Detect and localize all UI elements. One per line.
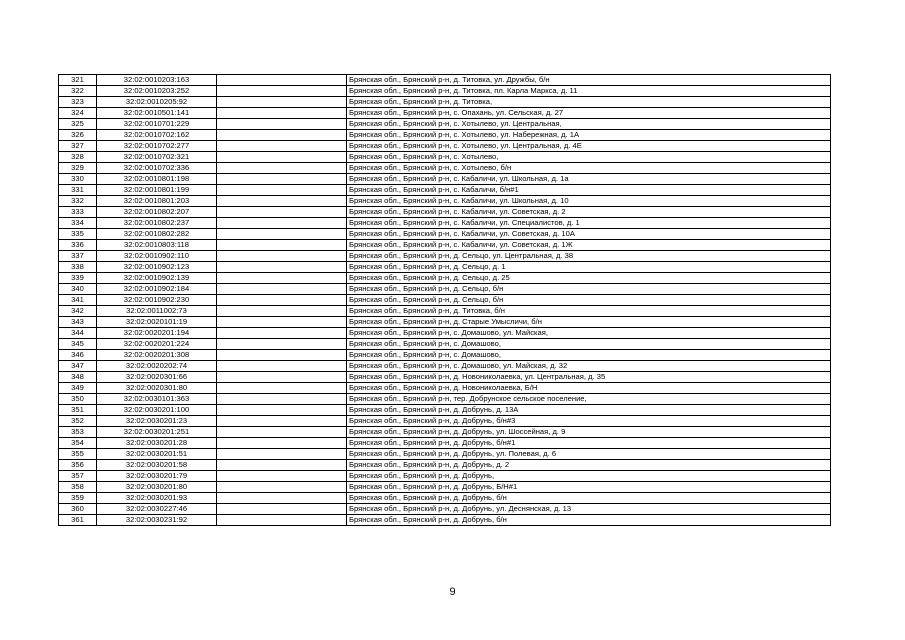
empty-cell <box>217 515 347 526</box>
cadastral-number-cell: 32:02:0020301:66 <box>97 372 217 383</box>
row-number-cell: 334 <box>59 218 97 229</box>
empty-cell <box>217 383 347 394</box>
cadastral-number-cell: 32:02:0010802:237 <box>97 218 217 229</box>
table-row <box>59 350 831 361</box>
empty-cell <box>217 262 347 273</box>
cadastral-number-cell: 32:02:0010902:110 <box>97 251 217 262</box>
row-number-cell: 347 <box>59 361 97 372</box>
table-row <box>59 75 831 86</box>
cadastral-number-cell: 32:02:0030201:58 <box>97 460 217 471</box>
empty-cell <box>217 361 347 372</box>
address-cell: Брянская обл., Брянский р-н, д. Сельцо, б/н <box>347 284 831 295</box>
cadastral-number-cell: 32:02:0020101:19 <box>97 317 217 328</box>
row-number-cell: 348 <box>59 372 97 383</box>
cadastral-number-cell: 32:02:0010803:118 <box>97 240 217 251</box>
address-cell: Брянская обл., Брянский р-н, с. Кабаличи, ул. Советская, д. 1Ж <box>347 240 831 251</box>
empty-cell <box>217 350 347 361</box>
address-cell: Брянская обл., Брянский р-н, д. Новониколаевка, ул. Центральная, д. 35 <box>347 372 831 383</box>
cadastral-number-cell: 32:02:0010501:141 <box>97 108 217 119</box>
row-number-cell: 324 <box>59 108 97 119</box>
row-number-cell: 351 <box>59 405 97 416</box>
table-row <box>59 361 831 372</box>
address-cell: Брянская обл., Брянский р-н, д. Старые Умысличи, б/н <box>347 317 831 328</box>
row-number-cell: 326 <box>59 130 97 141</box>
address-cell: Брянская обл., Брянский р-н, д. Добрунь, б/н#3 <box>347 416 831 427</box>
cadastral-number-cell: 32:02:0010902:139 <box>97 273 217 284</box>
row-number-cell: 357 <box>59 471 97 482</box>
table-row <box>59 306 831 317</box>
row-number-cell: 355 <box>59 449 97 460</box>
table-row <box>59 438 831 449</box>
address-cell: Брянская обл., Брянский р-н, д. Новониколаевка, Б/Н <box>347 383 831 394</box>
cadastral-number-cell: 32:02:0010702:321 <box>97 152 217 163</box>
table-row <box>59 119 831 130</box>
table-row <box>59 317 831 328</box>
table-row <box>59 372 831 383</box>
empty-cell <box>217 306 347 317</box>
cadastral-number-cell: 32:02:0030201:51 <box>97 449 217 460</box>
address-cell: Брянская обл., Брянский р-н, д. Титовка, ул. Дружбы, б/н <box>347 75 831 86</box>
table-row <box>59 185 831 196</box>
row-number-cell: 329 <box>59 163 97 174</box>
address-cell: Брянская обл., Брянский р-н, с. Хотылево, ул. Набережная, д. 1А <box>347 130 831 141</box>
row-number-cell: 341 <box>59 295 97 306</box>
address-cell: Брянская обл., Брянский р-н, с. Хотылево, <box>347 152 831 163</box>
address-cell: Брянская обл., Брянский р-н, д. Сельцо, б/н <box>347 295 831 306</box>
empty-cell <box>217 394 347 405</box>
address-cell: Брянская обл., Брянский р-н, д. Сельцо, д. 1 <box>347 262 831 273</box>
table-row <box>59 471 831 482</box>
row-number-cell: 321 <box>59 75 97 86</box>
address-cell: Брянская обл., Брянский р-н, д. Добрунь, б/н <box>347 515 831 526</box>
empty-cell <box>217 141 347 152</box>
table-row <box>59 460 831 471</box>
address-cell: Брянская обл., Брянский р-н, с. Домашово, ул. Майская, д. 32 <box>347 361 831 372</box>
cadastral-number-cell: 32:02:0010802:282 <box>97 229 217 240</box>
table-row <box>59 86 831 97</box>
address-cell: Брянская обл., Брянский р-н, д. Добрунь, ул. Шоссейная, д. 9 <box>347 427 831 438</box>
table-row <box>59 174 831 185</box>
cadastral-number-cell: 32:02:0010802:207 <box>97 207 217 218</box>
address-cell: Брянская обл., Брянский р-н, д. Титовка, б/н <box>347 306 831 317</box>
empty-cell <box>217 229 347 240</box>
cadastral-number-cell: 32:02:0030201:251 <box>97 427 217 438</box>
empty-cell <box>217 295 347 306</box>
cadastral-number-cell: 32:02:0010801:198 <box>97 174 217 185</box>
cadastral-number-cell: 32:02:0020201:308 <box>97 350 217 361</box>
table-row <box>59 295 831 306</box>
address-cell: Брянская обл., Брянский р-н, с. Кабаличи, ул. Советская, д. 2 <box>347 207 831 218</box>
empty-cell <box>217 317 347 328</box>
row-number-cell: 328 <box>59 152 97 163</box>
table-row <box>59 273 831 284</box>
cadastral-number-cell: 32:02:0010702:162 <box>97 130 217 141</box>
empty-cell <box>217 328 347 339</box>
empty-cell <box>217 152 347 163</box>
address-cell: Брянская обл., Брянский р-н, с. Кабаличи, ул. Специалистов, д. 1 <box>347 218 831 229</box>
empty-cell <box>217 438 347 449</box>
row-number-cell: 344 <box>59 328 97 339</box>
table-row <box>59 152 831 163</box>
table-row <box>59 482 831 493</box>
address-cell: Брянская обл., Брянский р-н, д. Сельцо, д. 25 <box>347 273 831 284</box>
table-row <box>59 515 831 526</box>
cadastral-number-cell: 32:02:0020301:80 <box>97 383 217 394</box>
cadastral-number-cell: 32:02:0011002:73 <box>97 306 217 317</box>
cadastral-number-cell: 32:02:0030201:23 <box>97 416 217 427</box>
empty-cell <box>217 108 347 119</box>
row-number-cell: 330 <box>59 174 97 185</box>
empty-cell <box>217 273 347 284</box>
empty-cell <box>217 251 347 262</box>
cadastral-number-cell: 32:02:0030227:46 <box>97 504 217 515</box>
empty-cell <box>217 130 347 141</box>
table-row <box>59 196 831 207</box>
empty-cell <box>217 218 347 229</box>
table-row <box>59 394 831 405</box>
row-number-cell: 345 <box>59 339 97 350</box>
cadastral-number-cell: 32:02:0010205:92 <box>97 97 217 108</box>
address-cell: Брянская обл., Брянский р-н, с. Домашово, <box>347 350 831 361</box>
empty-cell <box>217 416 347 427</box>
table-row <box>59 251 831 262</box>
row-number-cell: 356 <box>59 460 97 471</box>
empty-cell <box>217 207 347 218</box>
row-number-cell: 338 <box>59 262 97 273</box>
cadastral-number-cell: 32:02:0010702:336 <box>97 163 217 174</box>
table-row <box>59 284 831 295</box>
address-cell: Брянская обл., Брянский р-н, с. Опахань, ул. Сельская, д. 27 <box>347 108 831 119</box>
empty-cell <box>217 284 347 295</box>
row-number-cell: 361 <box>59 515 97 526</box>
table-row <box>59 339 831 350</box>
table-row <box>59 383 831 394</box>
table-row <box>59 207 831 218</box>
table-row <box>59 262 831 273</box>
row-number-cell: 353 <box>59 427 97 438</box>
empty-cell <box>217 119 347 130</box>
address-cell: Брянская обл., Брянский р-н, д. Добрунь, д. 2 <box>347 460 831 471</box>
row-number-cell: 323 <box>59 97 97 108</box>
address-cell: Брянская обл., Брянский р-н, с. Домашово, ул. Майская, <box>347 328 831 339</box>
row-number-cell: 332 <box>59 196 97 207</box>
table-row <box>59 493 831 504</box>
empty-cell <box>217 493 347 504</box>
empty-cell <box>217 185 347 196</box>
cadastral-number-cell: 32:02:0010801:203 <box>97 196 217 207</box>
table-row <box>59 130 831 141</box>
address-cell: Брянская обл., Брянский р-н, с. Хотылево, ул. Центральная, д. 4Е <box>347 141 831 152</box>
row-number-cell: 352 <box>59 416 97 427</box>
empty-cell <box>217 75 347 86</box>
address-cell: Брянская обл., Брянский р-н, д. Добрунь, б/н <box>347 493 831 504</box>
empty-cell <box>217 163 347 174</box>
empty-cell <box>217 97 347 108</box>
address-cell: Брянская обл., Брянский р-н, д. Титовка, пл. Карла Маркса, д. 11 <box>347 86 831 97</box>
empty-cell <box>217 339 347 350</box>
empty-cell <box>217 504 347 515</box>
cadastral-number-cell: 32:02:0030101:363 <box>97 394 217 405</box>
row-number-cell: 354 <box>59 438 97 449</box>
row-number-cell: 360 <box>59 504 97 515</box>
address-cell: Брянская обл., Брянский р-н, д. Добрунь, ул. Полевая, д. 6 <box>347 449 831 460</box>
cadastral-number-cell: 32:02:0030201:93 <box>97 493 217 504</box>
row-number-cell: 342 <box>59 306 97 317</box>
address-cell: Брянская обл., Брянский р-н, тер. Добрунское сельское поселение, <box>347 394 831 405</box>
cadastral-number-cell: 32:02:0030201:79 <box>97 471 217 482</box>
cadastral-number-cell: 32:02:0020201:224 <box>97 339 217 350</box>
row-number-cell: 346 <box>59 350 97 361</box>
cadastral-number-cell: 32:02:0030231:92 <box>97 515 217 526</box>
row-number-cell: 327 <box>59 141 97 152</box>
table-row <box>59 163 831 174</box>
cadastral-number-cell: 32:02:0020201:194 <box>97 328 217 339</box>
empty-cell <box>217 460 347 471</box>
row-number-cell: 333 <box>59 207 97 218</box>
cadastral-number-cell: 32:02:0010203:163 <box>97 75 217 86</box>
row-number-cell: 349 <box>59 383 97 394</box>
cadastral-number-cell: 32:02:0010902:230 <box>97 295 217 306</box>
table-row <box>59 108 831 119</box>
empty-cell <box>217 449 347 460</box>
cadastral-number-cell: 32:02:0030201:28 <box>97 438 217 449</box>
empty-cell <box>217 240 347 251</box>
address-cell: Брянская обл., Брянский р-н, с. Хотылево, б/н <box>347 163 831 174</box>
cadastral-number-cell: 32:02:0010701:229 <box>97 119 217 130</box>
table-row <box>59 328 831 339</box>
cadastral-number-cell: 32:02:0010902:123 <box>97 262 217 273</box>
address-cell: Брянская обл., Брянский р-н, д. Добрунь, б/н#1 <box>347 438 831 449</box>
address-cell: Брянская обл., Брянский р-н, с. Домашово, <box>347 339 831 350</box>
address-cell: Брянская обл., Брянский р-н, д. Сельцо, ул. Центральная, д. 38 <box>347 251 831 262</box>
address-cell: Брянская обл., Брянский р-н, с. Кабаличи, б/н#1 <box>347 185 831 196</box>
row-number-cell: 358 <box>59 482 97 493</box>
cadastral-number-cell: 32:02:0030201:100 <box>97 405 217 416</box>
empty-cell <box>217 196 347 207</box>
cadastral-number-cell: 32:02:0010203:252 <box>97 86 217 97</box>
empty-cell <box>217 174 347 185</box>
cadastral-number-cell: 32:02:0010801:199 <box>97 185 217 196</box>
row-number-cell: 339 <box>59 273 97 284</box>
table-row <box>59 427 831 438</box>
row-number-cell: 325 <box>59 119 97 130</box>
table-row <box>59 218 831 229</box>
table-body <box>59 75 831 526</box>
table-row <box>59 229 831 240</box>
row-number-cell: 359 <box>59 493 97 504</box>
address-cell: Брянская обл., Брянский р-н, с. Кабаличи, ул. Советская, д. 10А <box>347 229 831 240</box>
table-row <box>59 416 831 427</box>
address-cell: Брянская обл., Брянский р-н, д. Титовка, <box>347 97 831 108</box>
address-cell: Брянская обл., Брянский р-н, д. Добрунь, Б/Н#1 <box>347 482 831 493</box>
empty-cell <box>217 372 347 383</box>
row-number-cell: 337 <box>59 251 97 262</box>
cadastral-number-cell: 32:02:0010702:277 <box>97 141 217 152</box>
row-number-cell: 350 <box>59 394 97 405</box>
table-row <box>59 141 831 152</box>
empty-cell <box>217 86 347 97</box>
empty-cell <box>217 427 347 438</box>
address-cell: Брянская обл., Брянский р-н, с. Хотылево, ул. Центральная, <box>347 119 831 130</box>
address-cell: Брянская обл., Брянский р-н, с. Кабаличи, ул. Школьная, д. 1а <box>347 174 831 185</box>
row-number-cell: 331 <box>59 185 97 196</box>
empty-cell <box>217 471 347 482</box>
address-cell: Брянская обл., Брянский р-н, д. Добрунь, ул. Деснянская, д. 13 <box>347 504 831 515</box>
address-cell: Брянская обл., Брянский р-н, д. Добрунь, д. 13А <box>347 405 831 416</box>
empty-cell <box>217 482 347 493</box>
row-number-cell: 322 <box>59 86 97 97</box>
table-row <box>59 449 831 460</box>
page-number: 9 <box>449 586 456 598</box>
row-number-cell: 343 <box>59 317 97 328</box>
property-register-table <box>58 74 831 526</box>
address-cell: Брянская обл., Брянский р-н, с. Кабаличи, ул. Школьная, д. 10 <box>347 196 831 207</box>
table-row <box>59 504 831 515</box>
table-row <box>59 405 831 416</box>
table-row <box>59 240 831 251</box>
table-row <box>59 97 831 108</box>
address-cell: Брянская обл., Брянский р-н, д. Добрунь, <box>347 471 831 482</box>
row-number-cell: 336 <box>59 240 97 251</box>
row-number-cell: 340 <box>59 284 97 295</box>
cadastral-number-cell: 32:02:0030201:80 <box>97 482 217 493</box>
row-number-cell: 335 <box>59 229 97 240</box>
cadastral-number-cell: 32:02:0010902:184 <box>97 284 217 295</box>
cadastral-number-cell: 32:02:0020202:74 <box>97 361 217 372</box>
empty-cell <box>217 405 347 416</box>
